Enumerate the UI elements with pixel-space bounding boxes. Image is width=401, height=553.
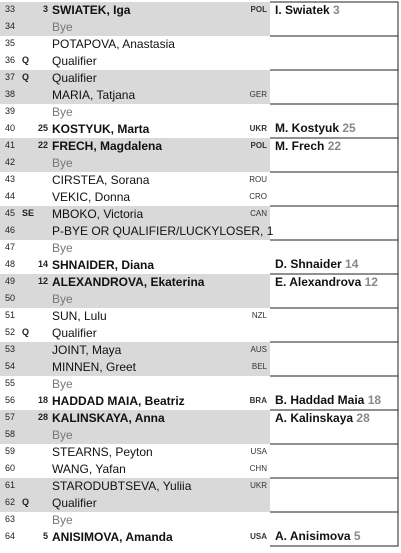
bracket-connector bbox=[270, 172, 398, 206]
winner-seed: 22 bbox=[327, 139, 342, 153]
bracket-connector bbox=[270, 478, 398, 512]
bracket-connector bbox=[270, 206, 398, 240]
player-name[interactable]: HADDAD MAIA, Beatriz bbox=[52, 394, 185, 408]
round2-winner[interactable] bbox=[275, 257, 358, 271]
country-code: BEL bbox=[251, 362, 267, 371]
player-name[interactable]: STARODUBTSEVA, Yuliia bbox=[52, 479, 192, 493]
country-code: CRO bbox=[249, 192, 267, 201]
player-name[interactable]: KALINSKAYA, Anna bbox=[52, 411, 165, 425]
country-code: NZL bbox=[251, 311, 267, 320]
winner-name: M. Kostyuk bbox=[275, 121, 340, 135]
winner-seed: 28 bbox=[356, 411, 370, 425]
round2-winner[interactable] bbox=[275, 3, 340, 17]
player-name[interactable]: ALEXANDROVA, Ekaterina bbox=[52, 275, 205, 289]
round2-winner[interactable] bbox=[275, 529, 361, 543]
draw-position: 57 bbox=[5, 412, 16, 422]
draw-position: 39 bbox=[5, 106, 16, 116]
country-code: CHN bbox=[249, 464, 267, 473]
draw-position: 41 bbox=[5, 140, 16, 150]
draw-position: 43 bbox=[5, 174, 16, 184]
winner-seed: 25 bbox=[342, 121, 356, 135]
seed-number: 14 bbox=[37, 259, 48, 269]
draw-position: 37 bbox=[5, 72, 16, 82]
player-name[interactable]: MBOKO, Victoria bbox=[52, 207, 144, 221]
draw-position: 50 bbox=[5, 293, 16, 303]
player-name[interactable]: MARIA, Tatjana bbox=[52, 88, 136, 102]
player-name[interactable]: SWIATEK, Iga bbox=[52, 3, 131, 17]
round2-winner[interactable] bbox=[275, 393, 381, 407]
player-name[interactable]: Bye bbox=[52, 241, 73, 255]
player-name[interactable]: MINNEN, Greet bbox=[52, 360, 137, 374]
bracket-connector bbox=[270, 308, 398, 342]
player-name[interactable]: Bye bbox=[52, 292, 73, 306]
seed-number: 18 bbox=[37, 395, 48, 405]
player-name[interactable]: ANISIMOVA, Amanda bbox=[52, 530, 173, 544]
player-name[interactable]: P-BYE OR QUALIFIER/LUCKYLOSER, 1 bbox=[52, 224, 274, 238]
player-name[interactable]: Qualifier bbox=[52, 71, 97, 85]
country-code: BRA bbox=[249, 396, 267, 405]
draw-position: 58 bbox=[5, 429, 16, 439]
draw-position: 36 bbox=[5, 55, 16, 65]
draw-position: 54 bbox=[5, 361, 16, 371]
player-name[interactable]: Bye bbox=[52, 156, 73, 170]
country-code: UKR bbox=[249, 124, 267, 133]
winner-seed: 18 bbox=[367, 393, 382, 407]
bracket-connector bbox=[270, 342, 398, 376]
draw-position: 62 bbox=[5, 497, 16, 507]
winner-name: M. Frech bbox=[275, 139, 325, 153]
round2-winner[interactable] bbox=[275, 121, 356, 135]
player-name[interactable]: CIRSTEA, Sorana bbox=[52, 173, 150, 187]
player-name[interactable]: SHNAIDER, Diana bbox=[52, 258, 155, 272]
draw-position: 34 bbox=[5, 21, 16, 31]
entry-type: SE bbox=[22, 208, 35, 218]
player-name[interactable]: Qualifier bbox=[52, 326, 97, 340]
player-name[interactable]: Bye bbox=[52, 377, 73, 391]
winner-seed: 5 bbox=[353, 529, 361, 543]
entry-type: Q bbox=[22, 55, 30, 65]
draw-position: 64 bbox=[5, 531, 16, 541]
bracket-connector bbox=[270, 444, 398, 478]
seed-number: 25 bbox=[37, 123, 48, 133]
seed-number: 22 bbox=[37, 140, 48, 150]
draw-position: 60 bbox=[5, 463, 16, 473]
entry-type: Q bbox=[22, 327, 30, 337]
draw-position: 56 bbox=[5, 395, 16, 405]
seed-number: 12 bbox=[37, 276, 48, 286]
winner-name: A. Anisimova bbox=[275, 529, 351, 543]
round2-winner[interactable] bbox=[275, 139, 341, 153]
player-name[interactable]: SUN, Lulu bbox=[52, 309, 107, 323]
winner-name: A. Kalinskaya bbox=[275, 411, 354, 425]
player-name[interactable]: Bye bbox=[52, 20, 73, 34]
draw-position: 51 bbox=[5, 310, 16, 320]
country-code: GER bbox=[249, 90, 267, 99]
player-name[interactable]: Bye bbox=[52, 428, 73, 442]
seed-number: 28 bbox=[37, 412, 48, 422]
draw-position: 52 bbox=[5, 327, 16, 337]
draw-position: 61 bbox=[5, 480, 16, 490]
round2-winner[interactable] bbox=[275, 411, 370, 425]
draw-position: 46 bbox=[5, 225, 16, 235]
winner-name: I. Swiatek bbox=[275, 3, 330, 17]
draw-position: 44 bbox=[5, 191, 16, 201]
winner-seed: 14 bbox=[345, 257, 359, 271]
player-name[interactable]: Bye bbox=[52, 513, 73, 527]
draw-position: 47 bbox=[5, 242, 16, 252]
seed-number: 3 bbox=[42, 4, 48, 14]
round2-winner[interactable] bbox=[275, 275, 378, 289]
draw-position: 45 bbox=[5, 208, 16, 218]
entry-type: Q bbox=[22, 72, 30, 82]
draw-position: 38 bbox=[5, 89, 16, 99]
winner-name: E. Alexandrova bbox=[275, 275, 362, 289]
player-name[interactable]: WANG, Yafan bbox=[52, 462, 126, 476]
country-code: AUS bbox=[250, 345, 267, 354]
country-code: USA bbox=[250, 532, 267, 541]
draw-position: 49 bbox=[5, 276, 16, 286]
seed-number: 5 bbox=[42, 531, 48, 541]
country-code: POL bbox=[250, 5, 267, 14]
draw-position: 53 bbox=[5, 344, 16, 354]
draw-position: 35 bbox=[5, 38, 16, 48]
draw-position: 55 bbox=[5, 378, 16, 388]
player-name[interactable]: VEKIC, Donna bbox=[52, 190, 131, 204]
bracket-connector bbox=[270, 70, 398, 104]
country-code: ROU bbox=[249, 175, 267, 184]
draw-position: 59 bbox=[5, 446, 16, 456]
player-name[interactable]: JOINT, Maya bbox=[52, 343, 122, 357]
draw-position: 48 bbox=[5, 259, 16, 269]
winner-name: D. Shnaider bbox=[275, 257, 342, 271]
player-name[interactable]: Qualifier bbox=[52, 496, 97, 510]
draw-position: 40 bbox=[5, 123, 16, 133]
player-name[interactable]: POTAPOVA, Anastasia bbox=[52, 37, 175, 51]
bracket-connector bbox=[270, 36, 398, 70]
player-name[interactable]: STEARNS, Peyton bbox=[52, 445, 153, 459]
country-code: CAN bbox=[250, 209, 267, 218]
player-name[interactable]: Bye bbox=[52, 105, 73, 119]
draw-position: 33 bbox=[5, 4, 16, 14]
country-code: USA bbox=[250, 447, 267, 456]
player-name[interactable]: Qualifier bbox=[52, 54, 97, 68]
entry-type: Q bbox=[22, 497, 30, 507]
country-code: UKR bbox=[250, 481, 267, 490]
draw-position: 42 bbox=[5, 157, 16, 167]
draw-position: 63 bbox=[5, 514, 16, 524]
winner-seed: 3 bbox=[333, 3, 340, 17]
player-name[interactable]: FRECH, Magdalena bbox=[52, 139, 163, 153]
country-code: POL bbox=[250, 141, 267, 150]
winner-seed: 12 bbox=[364, 275, 378, 289]
player-name[interactable]: KOSTYUK, Marta bbox=[52, 122, 150, 136]
winner-name: B. Haddad Maia bbox=[275, 393, 365, 407]
